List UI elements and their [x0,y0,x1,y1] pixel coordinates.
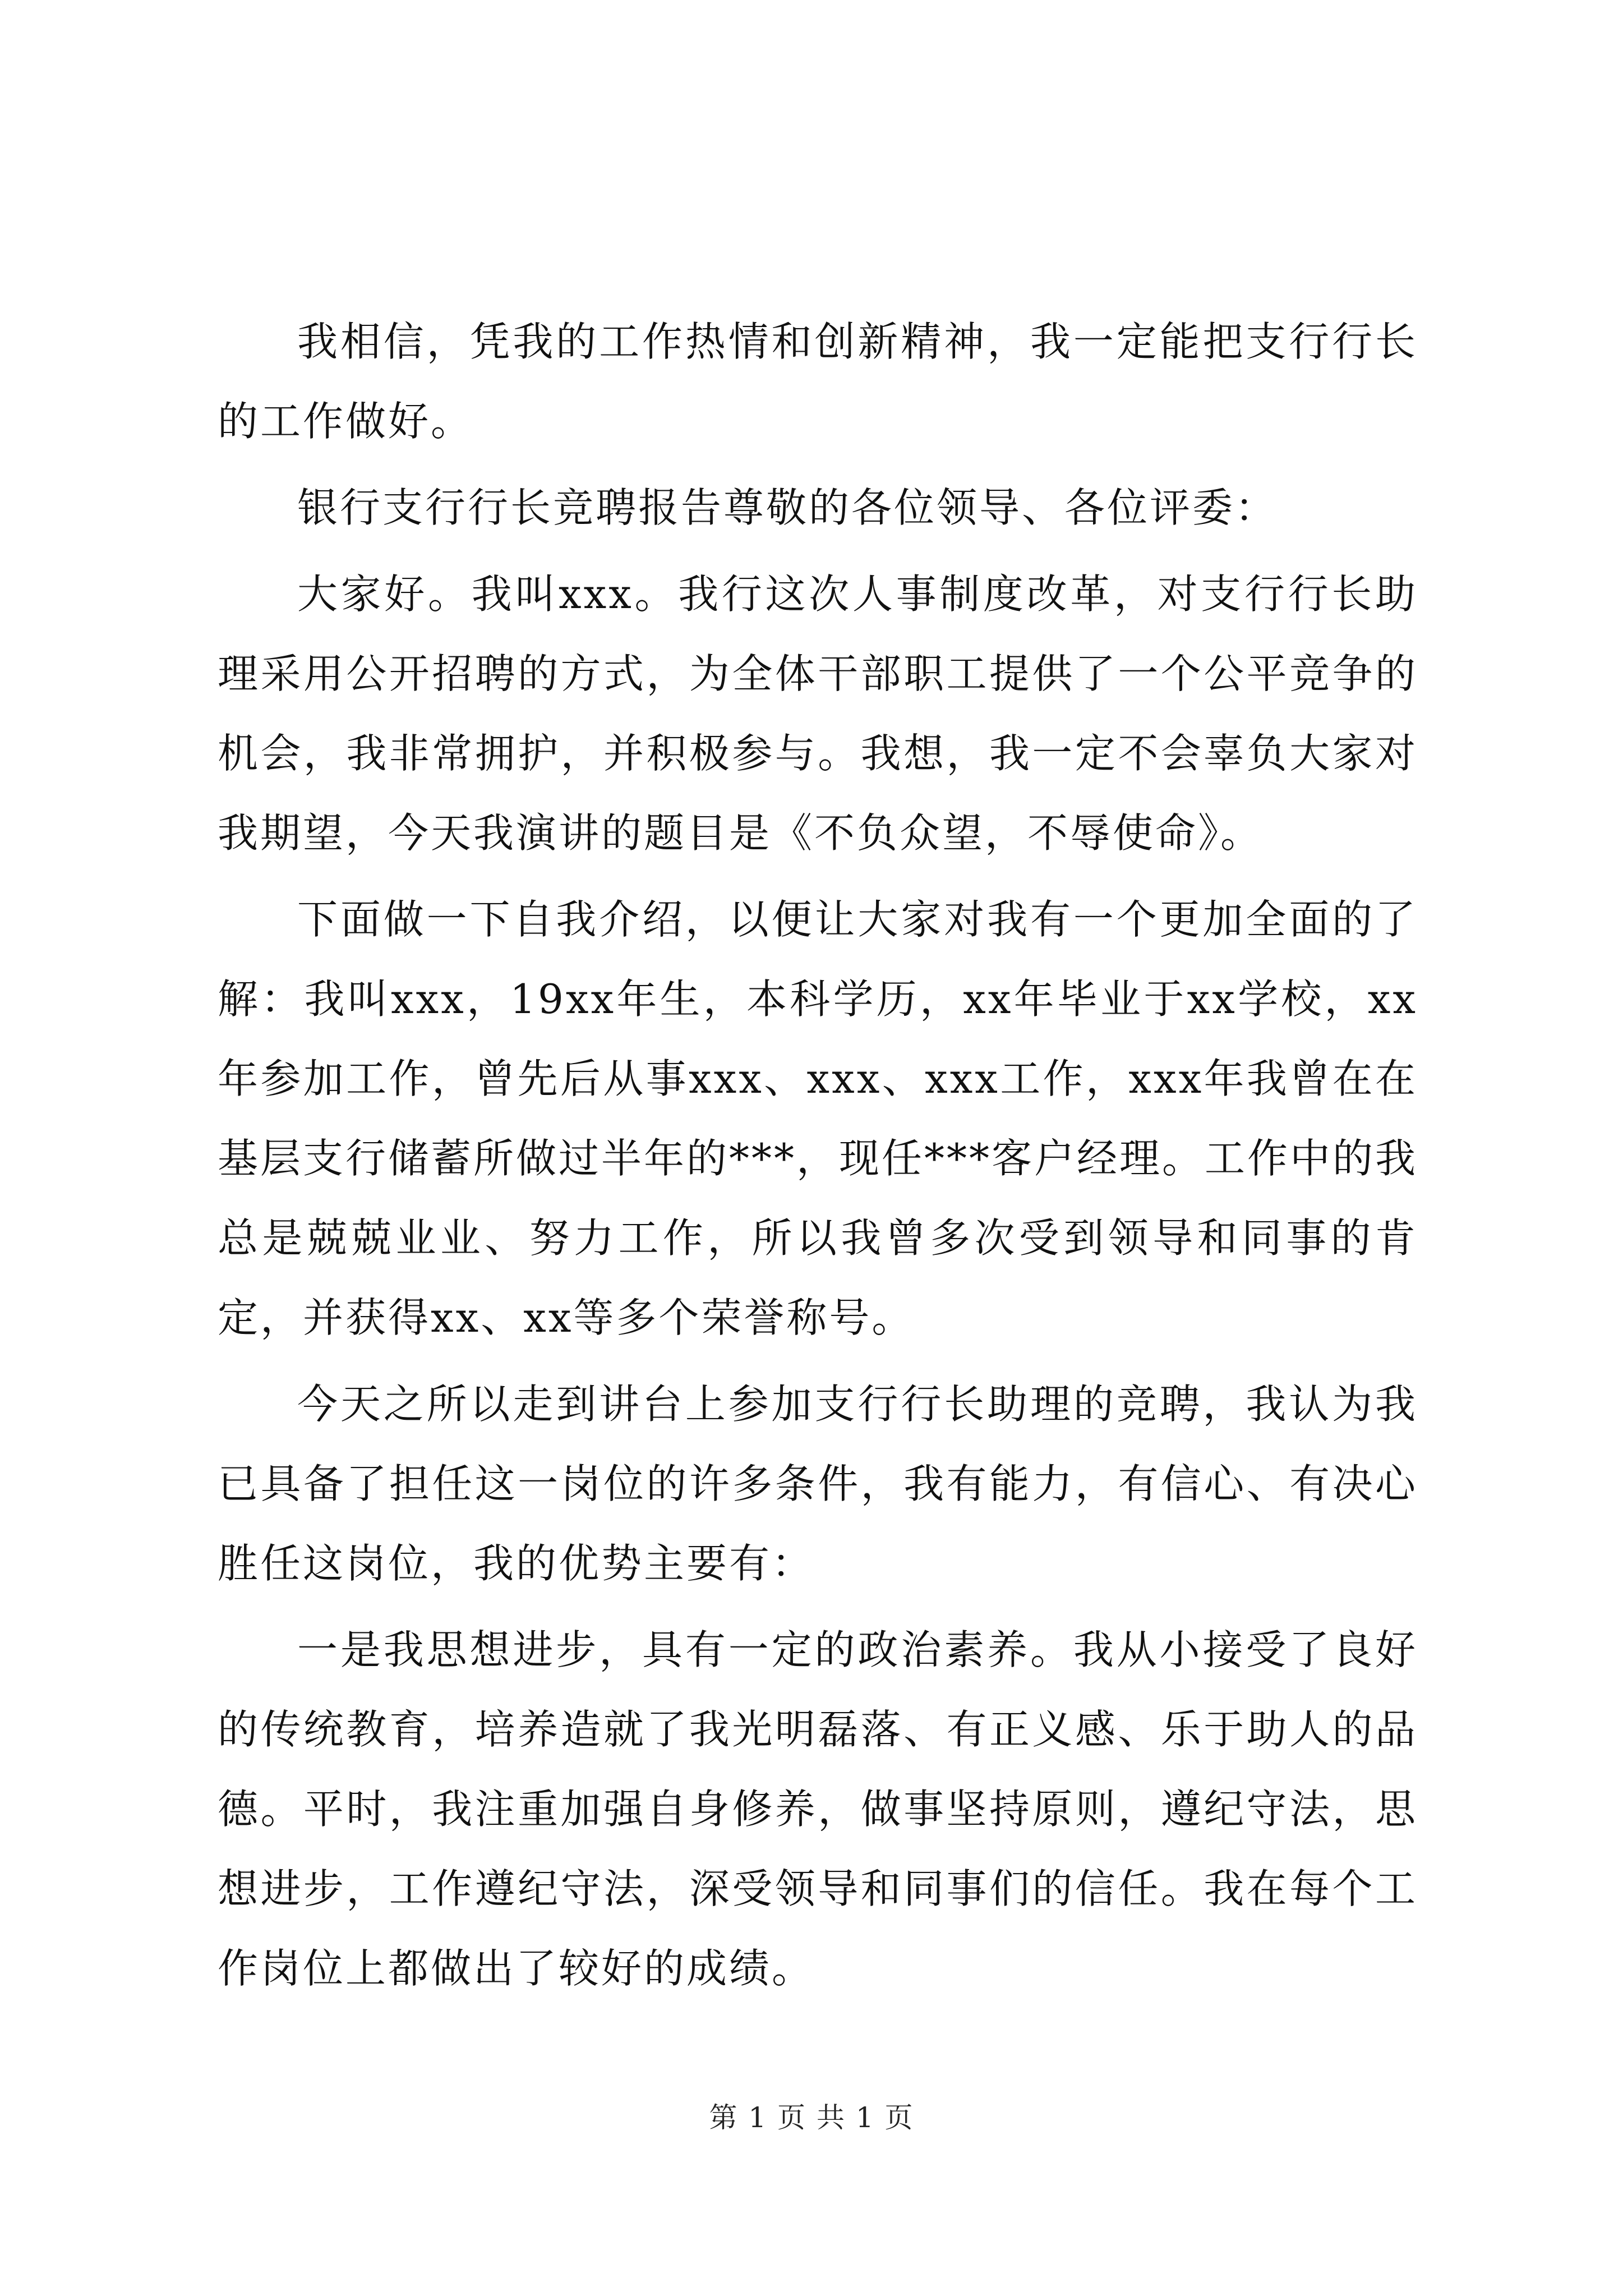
page-footer: 第 1 页 共 1 页 [709,2101,914,2134]
document-body [218,302,1418,2015]
paragraph: 一是我思想进步，具有一定的政治素养。我从小接受了良好的传统教育，培养造就了我光明磊落、有正义感、乐于助人的品德。平时，我注重加强自身修养，做事坚持原则，遵纪守法，思想进步，工作遵纪守法，深受领导和同事们的信任。我在每个工作岗位上都做出了较好的成绩。 [218,1626,1418,1992]
paragraph: 银行支行行长竞聘报告尊敬的各位领导、各位评委： [297,484,1278,531]
paragraph: 我相信，凭我的工作热情和创新精神，我一定能把支行行长的工作做好。 [218,318,1418,445]
paragraph: 大家好。我叫xxx。我行这次人事制度改革，对支行行长助理采用公开招聘的方式，为全体干部职工提供了一个公平竞争的机会，我非常拥护，并积极参与。我想，我一定不会辜负大家对我期望，今天我演讲的题目是《不负众望，不辱使命》。 [218,570,1418,857]
paragraph: 今天之所以走到讲台上参加支行行长助理的竞聘，我认为我已具备了担任这一岗位的许多条件，我有能力，有信心、有决心胜任这岗位，我的优势主要有： [218,1381,1418,1587]
paragraph: 下面做一下自我介绍，以便让大家对我有一个更加全面的了解：我叫xxx，19xx年生，本科学历，xx年毕业于xx学校，xx年参加工作，曾先后从事xxx、xxx、xxx工作，xxx年我曾在在基层支行储蓄所做过半年的***，现任***客户经理。工作中的我总是兢兢业业、努力工作，所以我曾多次受到领导和同事的肯定，并获得xx、xx等多个荣誉称号。 [218,896,1418,1341]
